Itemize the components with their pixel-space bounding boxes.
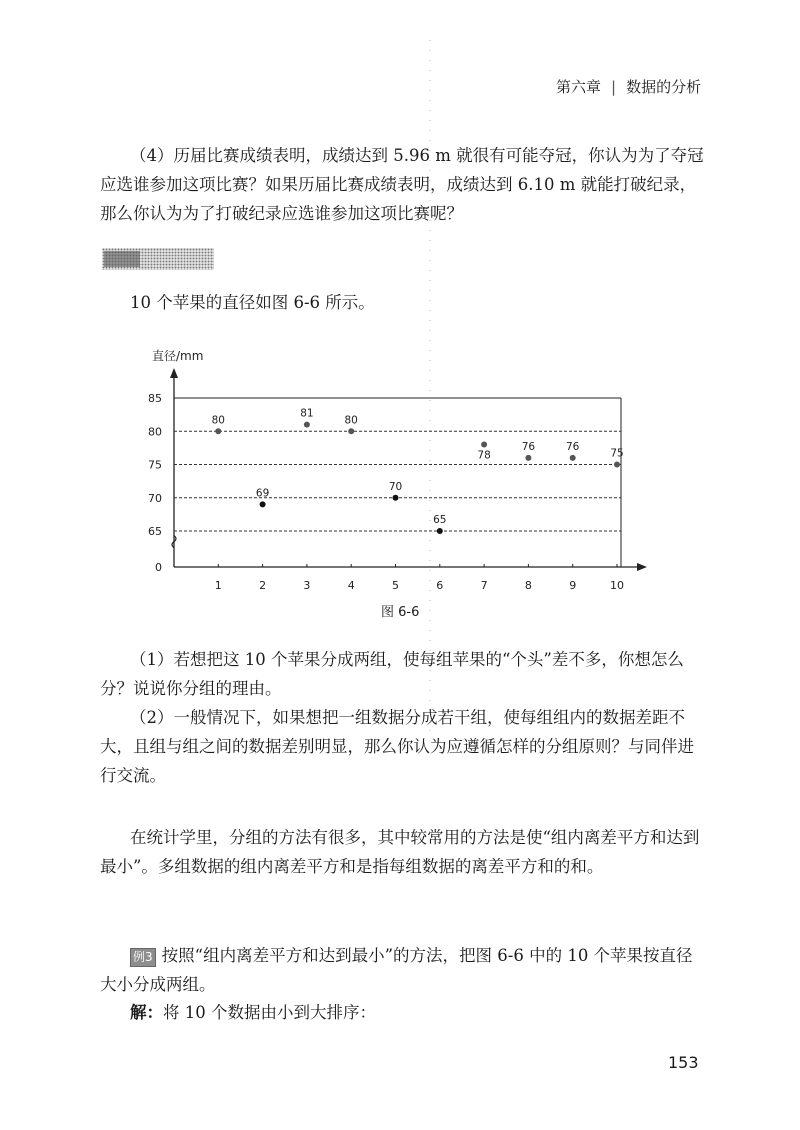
x-tick-label: 8 [524,579,532,592]
solution [100,998,705,1027]
solution-label: 解： [130,1003,163,1022]
data-label: 81 [300,407,314,420]
x-tick-label: 6 [436,579,444,592]
figure-caption: 图 6-6 [381,605,420,620]
data-point [393,495,399,501]
data-point [215,428,221,434]
x-tick-label: 7 [480,579,488,592]
section-label: 数据的分析 [626,78,702,96]
y-tick-label: 65 [148,525,162,538]
section-banner-graphic [102,248,214,270]
data-point [570,455,576,461]
x-axis-arrow [637,563,647,571]
apple-diameter-chart [140,340,660,625]
data-point [481,442,487,448]
data-point [437,528,443,534]
x-tick-label: 5 [392,579,399,592]
x-tick-label: 10 [610,579,624,592]
running-header [556,76,701,97]
data-label: 80 [211,414,225,427]
x-tick-label: 1 [214,579,222,592]
y-tick-label: 70 [148,491,162,505]
header-separator: | [611,78,617,96]
example-badge: 例3 [130,948,156,967]
question-1: （1）若想把这 10 个苹果分成两组，使每组苹果的“个头”差不多，你想怎么分？说说你分组的理由。 [100,650,684,698]
data-label: 65 [433,514,447,526]
data-label: 80 [344,414,358,427]
y-tick-label: 0 [155,561,162,574]
example-3 [100,941,705,999]
x-tick-label: 4 [347,579,355,592]
data-label: 69 [255,487,270,500]
x-tick-label: 2 [259,579,267,592]
data-point [525,455,531,461]
data-label: 76 [521,440,536,453]
y-axis-label: 直径/mm [152,349,204,363]
solution-text: 将 10 个数据由小到大排序： [163,1003,376,1022]
data-point [260,501,266,507]
page-number: 153 [668,1053,699,1072]
y-tick-label: 80 [148,425,162,439]
example-text: 按照“组内离差平方和达到最小”的方法，把图 6-6 中的 10 个苹果按直径大小分成两组。 [100,946,693,994]
definition-paragraph: 在统计学里，分组的方法有很多，其中较常用的方法是使“组内离差平方和达到最小”。多组数据的组内离差平方和是指每组数据的离差平方和的和。 [100,828,700,876]
data-label: 75 [610,447,624,460]
data-label: 76 [566,440,580,453]
y-tick-label: 85 [148,392,162,405]
chapter-label: 第六章 [556,78,602,96]
y-axis-arrow [170,368,178,378]
data-point [304,422,310,428]
data-label: 70 [388,480,403,493]
data-label: 78 [477,449,491,462]
x-tick-label: 3 [303,579,311,592]
question-4: （4）历届比赛成绩表明，成绩达到 5.96 m 就很有可能夺冠，你认为为了夺冠应选谁参加这项比赛？如果历届比赛成绩表明，成绩达到 6.10 m 就能打破纪录，那么你认为为了打破纪录应选谁参加这项比赛呢？ [100,146,704,223]
data-point [348,428,354,434]
x-tick-label: 9 [569,579,577,592]
figure-intro: 10 个苹果的直径如图 6-6 所示。 [130,293,375,312]
y-tick-label: 75 [148,458,162,472]
question-2: （2）一般情况下，如果想把一组数据分成若干组，使每组组内的数据差距不大，且组与组之间的数据差别明显，那么你认为应遵循怎样的分组原则？与同伴进行交流。 [100,708,694,785]
data-point [614,462,620,468]
